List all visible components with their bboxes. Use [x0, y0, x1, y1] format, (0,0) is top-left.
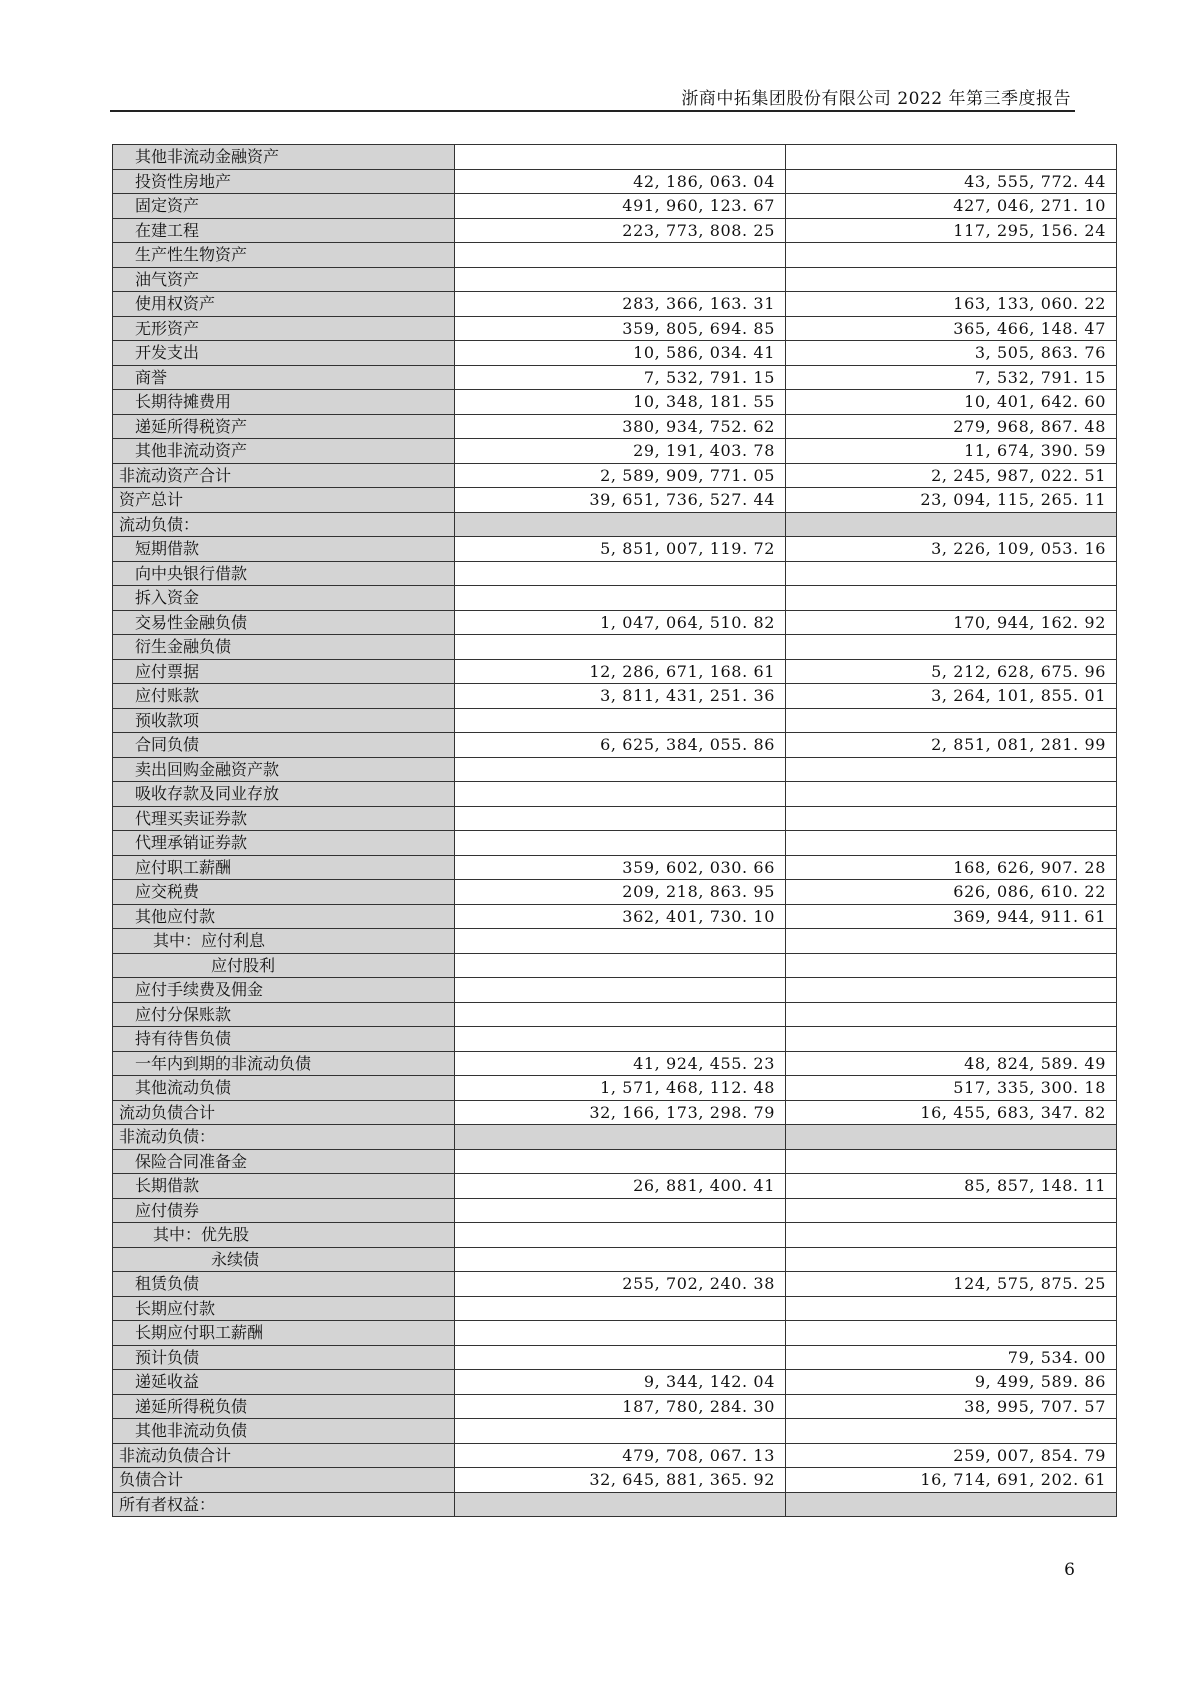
row-label: 预收款项	[113, 708, 455, 733]
row-label: 交易性金融负债	[113, 610, 455, 635]
table-row	[113, 414, 1117, 439]
row-label: 应付股利	[113, 953, 455, 978]
table-row	[113, 512, 1117, 537]
report-title: 浙商中拓集团股份有限公司 2022 年第三季度报告	[681, 89, 1071, 109]
table-row	[113, 880, 1117, 905]
row-label: 衍生金融负债	[113, 635, 455, 660]
period-end-value	[455, 782, 786, 807]
table-row	[113, 169, 1117, 194]
prior-year-end-value: 43, 555, 772. 44	[786, 169, 1117, 194]
prior-year-end-value	[786, 1296, 1117, 1321]
row-label: 负债合计	[113, 1468, 455, 1493]
prior-year-end-value	[786, 757, 1117, 782]
table-row	[113, 1076, 1117, 1101]
table-row	[113, 390, 1117, 415]
prior-year-end-value	[786, 708, 1117, 733]
period-end-value	[455, 1492, 786, 1517]
period-end-value: 42, 186, 063. 04	[455, 169, 786, 194]
table-row	[113, 537, 1117, 562]
row-label: 非流动负债：	[113, 1125, 455, 1150]
period-end-value: 5, 851, 007, 119. 72	[455, 537, 786, 562]
period-end-value: 209, 218, 863. 95	[455, 880, 786, 905]
table-row	[113, 194, 1117, 219]
period-end-value	[455, 586, 786, 611]
prior-year-end-value	[786, 929, 1117, 954]
row-label: 非流动资产合计	[113, 463, 455, 488]
row-label: 生产性生物资产	[113, 243, 455, 268]
period-end-value	[455, 831, 786, 856]
prior-year-end-value: 5, 212, 628, 675. 96	[786, 659, 1117, 684]
period-end-value	[455, 757, 786, 782]
row-label: 应付账款	[113, 684, 455, 709]
period-end-value	[455, 806, 786, 831]
table-row	[113, 1174, 1117, 1199]
row-label: 长期借款	[113, 1174, 455, 1199]
period-end-value	[455, 1223, 786, 1248]
prior-year-end-value: 38, 995, 707. 57	[786, 1394, 1117, 1419]
table-row	[113, 1345, 1117, 1370]
row-label: 所有者权益：	[113, 1492, 455, 1517]
period-end-value	[455, 267, 786, 292]
table-row	[113, 953, 1117, 978]
prior-year-end-value: 427, 046, 271. 10	[786, 194, 1117, 219]
table-row	[113, 855, 1117, 880]
period-end-value: 359, 602, 030. 66	[455, 855, 786, 880]
prior-year-end-value	[786, 512, 1117, 537]
prior-year-end-value	[786, 1419, 1117, 1444]
row-label: 租赁负债	[113, 1272, 455, 1297]
table-row	[113, 463, 1117, 488]
period-end-value	[455, 1125, 786, 1150]
row-label: 在建工程	[113, 218, 455, 243]
period-end-value	[455, 1149, 786, 1174]
period-end-value	[455, 1296, 786, 1321]
prior-year-end-value	[786, 1002, 1117, 1027]
prior-year-end-value: 2, 851, 081, 281. 99	[786, 733, 1117, 758]
period-end-value: 10, 586, 034. 41	[455, 341, 786, 366]
table-row	[113, 1370, 1117, 1395]
row-label: 应付手续费及佣金	[113, 978, 455, 1003]
period-end-value: 223, 773, 808. 25	[455, 218, 786, 243]
period-end-value: 359, 805, 694. 85	[455, 316, 786, 341]
period-end-value	[455, 978, 786, 1003]
period-end-value: 187, 780, 284. 30	[455, 1394, 786, 1419]
table-row	[113, 488, 1117, 513]
period-end-value: 10, 348, 181. 55	[455, 390, 786, 415]
prior-year-end-value	[786, 1198, 1117, 1223]
table-row	[113, 1394, 1117, 1419]
prior-year-end-value: 259, 007, 854. 79	[786, 1443, 1117, 1468]
row-label: 一年内到期的非流动负债	[113, 1051, 455, 1076]
period-end-value	[455, 1345, 786, 1370]
row-label: 其他应付款	[113, 904, 455, 929]
prior-year-end-value	[786, 1027, 1117, 1052]
prior-year-end-value	[786, 1492, 1117, 1517]
table-row	[113, 1149, 1117, 1174]
row-label: 短期借款	[113, 537, 455, 562]
prior-year-end-value: 3, 505, 863. 76	[786, 341, 1117, 366]
period-end-value: 1, 571, 468, 112. 48	[455, 1076, 786, 1101]
table-row	[113, 635, 1117, 660]
row-label: 非流动负债合计	[113, 1443, 455, 1468]
prior-year-end-value: 168, 626, 907. 28	[786, 855, 1117, 880]
table-row	[113, 586, 1117, 611]
row-label: 投资性房地产	[113, 169, 455, 194]
table-row	[113, 806, 1117, 831]
prior-year-end-value: 517, 335, 300. 18	[786, 1076, 1117, 1101]
row-label: 吸收存款及同业存放	[113, 782, 455, 807]
prior-year-end-value: 48, 824, 589. 49	[786, 1051, 1117, 1076]
period-end-value: 362, 401, 730. 10	[455, 904, 786, 929]
row-label: 资产总计	[113, 488, 455, 513]
row-label: 拆入资金	[113, 586, 455, 611]
period-end-value: 380, 934, 752. 62	[455, 414, 786, 439]
table-row	[113, 218, 1117, 243]
row-label: 预计负债	[113, 1345, 455, 1370]
period-end-value: 1, 047, 064, 510. 82	[455, 610, 786, 635]
prior-year-end-value: 279, 968, 867. 48	[786, 414, 1117, 439]
prior-year-end-value: 79, 534. 00	[786, 1345, 1117, 1370]
table-row	[113, 1272, 1117, 1297]
period-end-value	[455, 635, 786, 660]
table-row	[113, 145, 1117, 170]
prior-year-end-value: 85, 857, 148. 11	[786, 1174, 1117, 1199]
page-number: 6	[1064, 1560, 1075, 1580]
table-row	[113, 659, 1117, 684]
row-label: 递延收益	[113, 1370, 455, 1395]
prior-year-end-value	[786, 978, 1117, 1003]
row-label: 长期待摊费用	[113, 390, 455, 415]
period-end-value: 41, 924, 455. 23	[455, 1051, 786, 1076]
row-label: 其他流动负债	[113, 1076, 455, 1101]
row-label: 应付票据	[113, 659, 455, 684]
row-label: 长期应付职工薪酬	[113, 1321, 455, 1346]
period-end-value	[455, 145, 786, 170]
period-end-value	[455, 1247, 786, 1272]
balance-sheet-table	[112, 144, 1117, 1517]
table-row	[113, 1100, 1117, 1125]
period-end-value: 29, 191, 403. 78	[455, 439, 786, 464]
row-label: 应付分保账款	[113, 1002, 455, 1027]
row-label: 应付职工薪酬	[113, 855, 455, 880]
row-label: 代理承销证券款	[113, 831, 455, 856]
row-label: 卖出回购金融资产款	[113, 757, 455, 782]
table-row	[113, 561, 1117, 586]
row-label: 油气资产	[113, 267, 455, 292]
prior-year-end-value	[786, 1149, 1117, 1174]
balance-sheet-body	[113, 145, 1117, 1517]
period-end-value	[455, 1419, 786, 1444]
period-end-value: 7, 532, 791. 15	[455, 365, 786, 390]
prior-year-end-value: 117, 295, 156. 24	[786, 218, 1117, 243]
prior-year-end-value: 16, 455, 683, 347. 82	[786, 1100, 1117, 1125]
prior-year-end-value	[786, 806, 1117, 831]
period-end-value: 39, 651, 736, 527. 44	[455, 488, 786, 513]
prior-year-end-value	[786, 243, 1117, 268]
table-row	[113, 267, 1117, 292]
period-end-value	[455, 1027, 786, 1052]
table-row	[113, 831, 1117, 856]
row-label: 其他非流动负债	[113, 1419, 455, 1444]
period-end-value	[455, 929, 786, 954]
prior-year-end-value: 16, 714, 691, 202. 61	[786, 1468, 1117, 1493]
table-row	[113, 1125, 1117, 1150]
prior-year-end-value: 9, 499, 589. 86	[786, 1370, 1117, 1395]
table-row	[113, 1247, 1117, 1272]
row-label: 固定资产	[113, 194, 455, 219]
row-label: 持有待售负债	[113, 1027, 455, 1052]
period-end-value: 479, 708, 067. 13	[455, 1443, 786, 1468]
prior-year-end-value	[786, 561, 1117, 586]
table-row	[113, 292, 1117, 317]
row-label: 向中央银行借款	[113, 561, 455, 586]
period-end-value: 6, 625, 384, 055. 86	[455, 733, 786, 758]
prior-year-end-value	[786, 953, 1117, 978]
table-row	[113, 1419, 1117, 1444]
table-row	[113, 1443, 1117, 1468]
table-row	[113, 243, 1117, 268]
table-row	[113, 1296, 1117, 1321]
period-end-value	[455, 1321, 786, 1346]
row-label: 应交税费	[113, 880, 455, 905]
row-label: 长期应付款	[113, 1296, 455, 1321]
page-header	[110, 80, 1075, 112]
prior-year-end-value	[786, 1125, 1117, 1150]
row-label: 应付债券	[113, 1198, 455, 1223]
prior-year-end-value: 369, 944, 911. 61	[786, 904, 1117, 929]
row-label: 保险合同准备金	[113, 1149, 455, 1174]
period-end-value	[455, 243, 786, 268]
prior-year-end-value: 626, 086, 610. 22	[786, 880, 1117, 905]
row-label: 递延所得税负债	[113, 1394, 455, 1419]
period-end-value: 9, 344, 142. 04	[455, 1370, 786, 1395]
period-end-value: 32, 166, 173, 298. 79	[455, 1100, 786, 1125]
prior-year-end-value	[786, 1223, 1117, 1248]
prior-year-end-value: 3, 264, 101, 855. 01	[786, 684, 1117, 709]
prior-year-end-value	[786, 831, 1117, 856]
table-row	[113, 978, 1117, 1003]
table-row	[113, 782, 1117, 807]
period-end-value	[455, 1198, 786, 1223]
row-label: 流动负债合计	[113, 1100, 455, 1125]
table-row	[113, 1223, 1117, 1248]
row-label: 其他非流动资产	[113, 439, 455, 464]
table-row	[113, 1051, 1117, 1076]
prior-year-end-value: 10, 401, 642. 60	[786, 390, 1117, 415]
prior-year-end-value	[786, 1321, 1117, 1346]
row-label: 其他非流动金融资产	[113, 145, 455, 170]
prior-year-end-value: 7, 532, 791. 15	[786, 365, 1117, 390]
table-row	[113, 439, 1117, 464]
table-row	[113, 316, 1117, 341]
period-end-value: 3, 811, 431, 251. 36	[455, 684, 786, 709]
prior-year-end-value: 124, 575, 875. 25	[786, 1272, 1117, 1297]
prior-year-end-value	[786, 635, 1117, 660]
table-row	[113, 684, 1117, 709]
prior-year-end-value	[786, 267, 1117, 292]
table-row	[113, 1198, 1117, 1223]
period-end-value: 32, 645, 881, 365. 92	[455, 1468, 786, 1493]
period-end-value: 255, 702, 240. 38	[455, 1272, 786, 1297]
period-end-value	[455, 1002, 786, 1027]
prior-year-end-value	[786, 586, 1117, 611]
period-end-value: 26, 881, 400. 41	[455, 1174, 786, 1199]
table-row	[113, 341, 1117, 366]
period-end-value: 2, 589, 909, 771. 05	[455, 463, 786, 488]
period-end-value: 12, 286, 671, 168. 61	[455, 659, 786, 684]
row-label: 其中：优先股	[113, 1223, 455, 1248]
row-label: 其中：应付利息	[113, 929, 455, 954]
table-row	[113, 610, 1117, 635]
prior-year-end-value: 163, 133, 060. 22	[786, 292, 1117, 317]
period-end-value: 491, 960, 123. 67	[455, 194, 786, 219]
row-label: 商誉	[113, 365, 455, 390]
row-label: 开发支出	[113, 341, 455, 366]
period-end-value	[455, 512, 786, 537]
table-row	[113, 1492, 1117, 1517]
period-end-value: 283, 366, 163. 31	[455, 292, 786, 317]
table-row	[113, 733, 1117, 758]
prior-year-end-value: 170, 944, 162. 92	[786, 610, 1117, 635]
table-row	[113, 929, 1117, 954]
prior-year-end-value: 2, 245, 987, 022. 51	[786, 463, 1117, 488]
row-label: 合同负债	[113, 733, 455, 758]
row-label: 使用权资产	[113, 292, 455, 317]
prior-year-end-value: 365, 466, 148. 47	[786, 316, 1117, 341]
period-end-value	[455, 708, 786, 733]
row-label: 代理买卖证券款	[113, 806, 455, 831]
table-row	[113, 365, 1117, 390]
table-row	[113, 1027, 1117, 1052]
prior-year-end-value: 3, 226, 109, 053. 16	[786, 537, 1117, 562]
row-label: 递延所得税资产	[113, 414, 455, 439]
table-row	[113, 757, 1117, 782]
prior-year-end-value: 11, 674, 390. 59	[786, 439, 1117, 464]
row-label: 永续债	[113, 1247, 455, 1272]
row-label: 无形资产	[113, 316, 455, 341]
table-row	[113, 1468, 1117, 1493]
row-label: 流动负债：	[113, 512, 455, 537]
period-end-value	[455, 561, 786, 586]
period-end-value	[455, 953, 786, 978]
table-row	[113, 904, 1117, 929]
table-row	[113, 1321, 1117, 1346]
table-row	[113, 708, 1117, 733]
table-row	[113, 1002, 1117, 1027]
prior-year-end-value	[786, 145, 1117, 170]
prior-year-end-value	[786, 782, 1117, 807]
prior-year-end-value	[786, 1247, 1117, 1272]
prior-year-end-value: 23, 094, 115, 265. 11	[786, 488, 1117, 513]
